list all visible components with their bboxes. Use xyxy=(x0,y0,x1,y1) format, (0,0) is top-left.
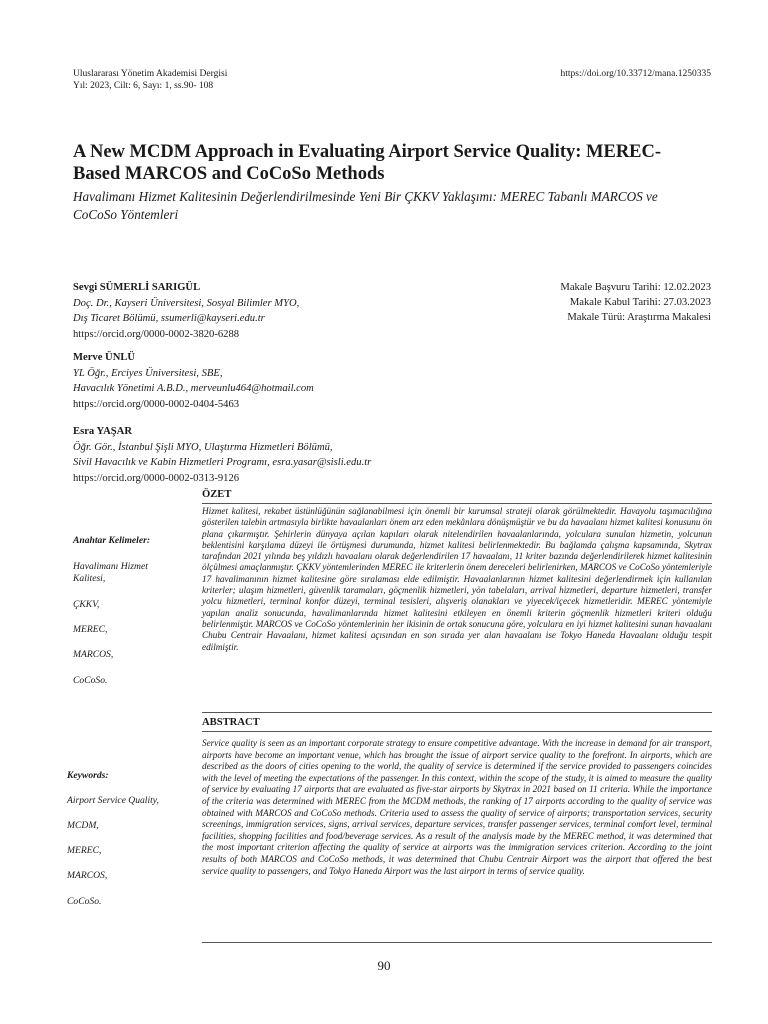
ozet-top-rule xyxy=(202,503,712,504)
keyword-tr-item: ÇKKV, xyxy=(73,599,100,610)
running-header-left xyxy=(73,68,227,92)
received-date: Makale Başvuru Tarihi: 12.02.2023 xyxy=(560,282,711,293)
ozet-heading: ÖZET xyxy=(202,489,232,500)
keyword-tr-item: MEREC, xyxy=(73,624,108,635)
author-block-2 xyxy=(73,350,314,412)
keyword-en-item: MEREC, xyxy=(67,845,102,856)
page-number: 90 xyxy=(377,958,391,973)
keyword-en-item: Airport Service Quality, xyxy=(67,795,159,806)
author-name: Merve ÜNLÜ xyxy=(73,352,136,363)
issue-info: Yıl: 2023, Cilt: 6, Sayı: 1, ss.90- 108 xyxy=(73,81,214,91)
abstract-text: Service quality is seen as an important corporate strategy to ensure competitive advantage. With the increase in demand for air transport, airports have become an important venue, which has brought the issue of airport service quality to the forefront. In airports, which are described as the doors of cities opening to the world, the quality of service is determined if the service provided to passengers coincides with the level of meeting the expectations of the passenger. In this context, within the scope of the study, it is aimed to measure the quality of service by evaluating 17 airports that are evaluated as five-star airports by Skytrax in 2021 based on 11 criteria. While the importance of the criteria was determined with MEREC from the MCDM methods, the ranking of 17 airports according to the quality of service was obtained with MARCOS and CoCoSo methods. Criteria used to assess the quality of service of airports; transportation services, security screenings, immigration services, signs, arrival services, departure services, transfer passenger services, terminal comfort level, terminal facilities, shopping facilities and food/beverage services. As a result of the analysis made by the MEREC method, it was determined that the most important criterion affecting the quality of service at airports was the immigration services criterion. According to the joint results of both MARCOS and CoCoSo methods, it was determined that Chubu Centrair Airport was the airport that offered the best service quality to passengers, and Tokyo Haneda Airport was the last airport in terms of service quality. xyxy=(202,738,712,876)
author-block-3 xyxy=(73,424,371,486)
article-dates xyxy=(560,280,711,325)
journal-name: Uluslararası Yönetim Akademisi Dergisi xyxy=(73,69,228,79)
keyword-tr-item: CoCoSo. xyxy=(73,675,108,686)
author-name: Esra YAŞAR xyxy=(73,426,132,437)
abstract-heading: ABSTRACT xyxy=(202,717,260,728)
author-affiliation: Doç. Dr., Kayseri Üniversitesi, Sosyal Bilimler MYO, xyxy=(73,297,300,309)
paper-title: A New MCDM Approach in Evaluating Airport Service Quality: MEREC-Based MARCOS and CoCoSo Methods xyxy=(73,142,662,184)
author-affiliation: Sivil Havacılık ve Kabin Hizmetleri Programı, esra.yasar@sisli.edu.tr xyxy=(73,457,372,468)
keyword-en-item: MARCOS, xyxy=(67,870,108,881)
paper-subtitle: Havalimanı Hizmet Kalitesinin Değerlendirilmesinde Yeni Bir ÇKKV Yaklaşımı: MEREC Tabanlı MARCOS ve CoCoSo Yöntemleri xyxy=(73,189,658,222)
keywords-tr-heading: Anahtar Kelimeler: xyxy=(73,535,151,546)
keyword-tr-item: Havalimanı Hizmet Kalitesi, xyxy=(73,561,148,584)
accepted-date: Makale Kabul Tarihi: 27.03.2023 xyxy=(569,297,711,308)
author-affiliation: YL Öğr., Erciyes Üniversitesi, SBE, xyxy=(73,367,223,379)
author-orcid[interactable]: https://orcid.org/0000-0002-3820-6288 xyxy=(73,328,240,340)
ozet-bottom-rule xyxy=(202,712,712,713)
author-affiliation: Dış Ticaret Bölümü, ssumerli@kayseri.edu.tr xyxy=(73,313,265,324)
author-affiliation: Öğr. Gör., İstanbul Şişli MYO, Ulaştırma Hizmetleri Bölümü, xyxy=(73,441,333,453)
author-orcid[interactable]: https://orcid.org/0000-0002-0313-9126 xyxy=(73,472,240,484)
keywords-en-heading: Keywords: xyxy=(67,770,109,781)
keyword-en-item: CoCoSo. xyxy=(67,896,102,907)
author-block-1 xyxy=(73,280,299,342)
abstract-bottom-rule xyxy=(202,942,712,943)
ozet-text: Hizmet kalitesi, rekabet üstünlüğünün sağlanabilmesi için önemli bir kurumsal strateji olarak görülmektedir. Havayolu taşımacılığına gösterilen talebin artmasıyla birlikte havaalanları önem arz eden mekânlara dönüşmüştür ve bu da havaalanı hizmet kalitesi konusunu ön plana çıkarmıştır. Şehirlerin dünyaya açılan kapıları olarak nitelendirilen havaalanlarında, yolculara sunulan hizmetin, yolcunun beklentisini karşılama düzeyi ile örtüşmesi durumunda, hizmet kalitesi belirlenmektedir. Bu bağlamda çalışma kapsamında, Skytrax tarafından 2021 yılında beş yıldızlı havaalanı olarak değerlendirilen 17 havaalanı, 11 kriter bazında değerlendirilerek hizmet kalitesinin ölçülmesi amaçlanmıştır. ÇKKV yöntemlerinden MEREC ile kriterlerin önem dereceleri belirlenirken, MARCOS ve CoCoSo yöntemleriyle 17 havalimanının hizmet kalitesine göre sıralaması elde edilmiştir. Havaalanlarının hizmet kalitesini değerlendirmek için kullanılan kriterler; ulaşım hizmetleri, güvenlik taramaları, göçmenlik hizmetleri, yön tabelaları, arrival hizmetleri, departure hizmetleri, transfer yolcu hizmetleri, terminal konfor düzeyi, terminal tesisleri, alışveriş olanakları ve yiyecek/içecek hizmetleridir. MEREC yöntemiyle yapılan analiz sonucunda, havalimanlarında hizmet kalitesini etkileyen en önemli kriterin göçmenlik hizmetleri kriteri olduğu belirlenmiştir. MARCOS ve CoCoSo yöntemlerinin her ikisinin de ortak sonucuna göre, yolculara en iyi hizmet kalitesini sunan havaalanı Chubu Centrair Havaalanı, hizmet kalitesi açısından en son sırada yer alan havaalanı ise Tokyo Haneda Havaalanı olduğu tespit edilmiştir. xyxy=(202,506,712,652)
author-orcid[interactable]: https://orcid.org/0000-0002-0404-5463 xyxy=(73,398,240,410)
abstract-top-rule xyxy=(202,731,712,732)
author-affiliation: Havacılık Yönetimi A.B.D., merveunlu464@hotmail.com xyxy=(73,383,314,394)
author-name: Sevgi SÜMERLİ SARIGÜL xyxy=(73,282,201,293)
article-type: Makale Türü: Araştırma Makalesi xyxy=(567,312,711,323)
doi-link[interactable]: https://doi.org/10.33712/mana.1250335 xyxy=(560,69,711,79)
keyword-tr-item: MARCOS, xyxy=(73,649,114,660)
keyword-en-item: MCDM, xyxy=(67,820,99,831)
